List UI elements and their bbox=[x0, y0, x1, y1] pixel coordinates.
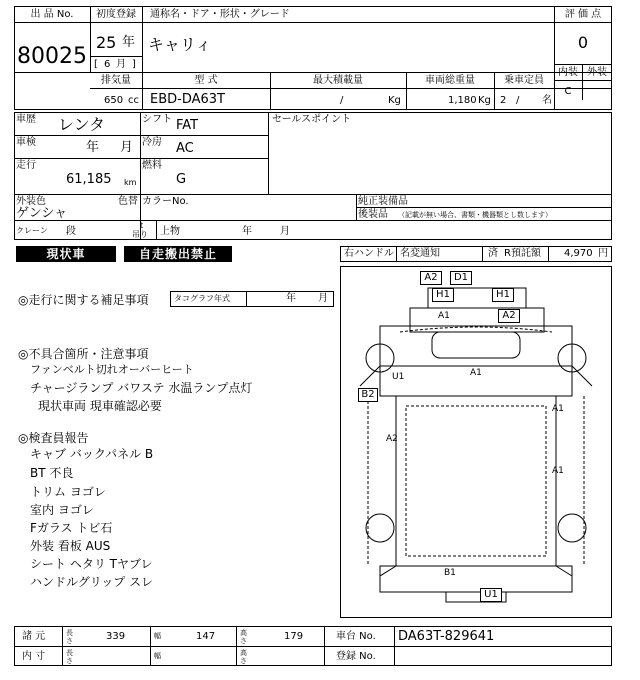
ext-color-label: 外装色 bbox=[16, 196, 46, 207]
shift: FAT bbox=[176, 118, 199, 133]
capacity-unit: 名 bbox=[542, 95, 552, 106]
crane-lift-label: 吊り bbox=[132, 230, 148, 239]
color-code-label: カラーNo. bbox=[142, 196, 189, 207]
dims-label: 諸 元 bbox=[22, 631, 46, 642]
deposit-label: R預託額 bbox=[504, 248, 541, 259]
tacho-year-unit: 年 bbox=[286, 293, 296, 304]
defect-item: チャージランプ バワステ 水温ランプ点灯 bbox=[30, 381, 253, 395]
year-unit: 年 bbox=[122, 35, 136, 50]
history: レンタ bbox=[58, 115, 105, 134]
interior-score: C bbox=[564, 86, 572, 97]
month-unit: 月 bbox=[116, 59, 126, 70]
damage-mark-a2-front-right: A2 bbox=[498, 309, 520, 323]
name-change-sep: 済 bbox=[488, 248, 498, 259]
inspector-item: シート ヘタリ Tヤブレ bbox=[30, 557, 153, 571]
capacity-sep: / bbox=[516, 95, 520, 106]
steering: 右ハンドル bbox=[344, 248, 394, 259]
gross-weight-value: 1,180 bbox=[448, 95, 477, 106]
tacho-label: タコグラフ年式 bbox=[174, 294, 230, 303]
inspection-label: 車検 bbox=[16, 137, 36, 148]
model-code: EBD-DA63T bbox=[150, 92, 225, 107]
length-label: 長さ bbox=[66, 629, 73, 645]
max-load-unit: Kg bbox=[388, 95, 401, 106]
inner-width-label: 幅 bbox=[154, 652, 161, 660]
crane-label: クレーン bbox=[16, 226, 48, 235]
damage-mark-d1-top: D1 bbox=[450, 271, 472, 285]
ac: AC bbox=[176, 141, 194, 156]
reg-label: 登録 No. bbox=[336, 651, 376, 662]
damage-mark-a2-bed: A2 bbox=[386, 434, 398, 444]
deposit-unit: 円 bbox=[598, 248, 608, 259]
inspector-header: ◎検査員報告 bbox=[18, 431, 89, 445]
inner-label: 内 寸 bbox=[22, 651, 46, 662]
displacement-value: 650 bbox=[104, 95, 124, 106]
no-self-drive-badge: 自走搬出禁止 bbox=[124, 246, 232, 262]
max-load-label: 最大積載量 bbox=[313, 75, 363, 86]
inner-length-label: 長さ bbox=[66, 649, 73, 665]
inspection-month-unit: 月 bbox=[120, 140, 134, 155]
score: 0 bbox=[577, 33, 589, 52]
damage-mark-b1-rear: B1 bbox=[444, 568, 456, 578]
crane-step-unit: 段 bbox=[66, 226, 76, 237]
inspector-item: BT 不良 bbox=[30, 466, 74, 480]
lot-no: 80025 bbox=[17, 44, 87, 69]
bracket-close: ] bbox=[132, 59, 136, 70]
length-value: 339 bbox=[106, 631, 126, 642]
inspector-item: ハンドルグリップ スレ bbox=[30, 575, 154, 589]
defect-item: 現状車両 現車確認必要 bbox=[38, 399, 162, 413]
damage-mark-a1-right-lower: A1 bbox=[552, 466, 564, 476]
ac-label: 冷房 bbox=[142, 137, 162, 148]
aftermarket-label: 後装品 bbox=[358, 209, 388, 220]
damage-mark-u1-left: U1 bbox=[392, 372, 405, 382]
height-value: 179 bbox=[284, 631, 304, 642]
inspector-item: Fガラス トビ石 bbox=[30, 521, 113, 535]
inspector-item: トリム ヨゴレ bbox=[30, 485, 106, 499]
mileage: 61,185 bbox=[66, 172, 112, 187]
damage-mark-u1-rear: U1 bbox=[480, 588, 502, 602]
damage-mark-a2-top: A2 bbox=[420, 271, 442, 285]
current-state-badge: 現状車 bbox=[16, 246, 116, 262]
driving-header: ◎走行に関する補足事項 bbox=[18, 293, 149, 307]
mileage-label: 走行 bbox=[16, 160, 36, 171]
shift-label: シフト bbox=[142, 114, 172, 125]
vehicle-diagram bbox=[340, 266, 612, 618]
max-load-sep: / bbox=[340, 95, 344, 106]
displacement-label: 排気量 bbox=[101, 75, 131, 86]
exterior-label: 外装 bbox=[587, 67, 607, 78]
capacity-label: 乗車定員 bbox=[504, 75, 544, 86]
name-change-label: 名変通知 bbox=[400, 248, 440, 259]
sales-points-label: セールスポイント bbox=[272, 114, 352, 125]
name-label: 通称名・ドア・形状・グレード bbox=[150, 9, 290, 20]
damage-mark-a1-right-upper: A1 bbox=[552, 404, 564, 414]
ext-color: ゲンシャ bbox=[16, 206, 68, 221]
model-label: 型 式 bbox=[194, 75, 218, 86]
history-label: 車歴 bbox=[16, 114, 36, 125]
capacity-value: 2 bbox=[500, 95, 507, 106]
displacement-unit: cc bbox=[128, 95, 139, 106]
defects-header: ◎不具合箇所・注意事項 bbox=[18, 347, 149, 361]
first-reg-year: 25 bbox=[96, 33, 117, 52]
first-reg-month: 6 bbox=[104, 59, 111, 70]
inspector-item: 外装 看板 AUS bbox=[30, 539, 111, 553]
gross-weight-label: 車両総重量 bbox=[425, 75, 475, 86]
deposit: 4,970 bbox=[564, 248, 593, 259]
damage-mark-b2-left: B2 bbox=[358, 388, 378, 402]
bracket-open: [ bbox=[94, 59, 98, 70]
damage-mark-h1-left: H1 bbox=[432, 288, 454, 302]
inspector-item: キャブ バックパネル B bbox=[30, 447, 154, 461]
deck-month-unit: 月 bbox=[280, 226, 290, 237]
interior-label: 内装 bbox=[558, 67, 578, 78]
fuel: G bbox=[176, 172, 187, 187]
height-label: 高さ bbox=[240, 629, 247, 645]
first-reg-label: 初度登録 bbox=[96, 9, 136, 20]
color-change-label: 色替 bbox=[118, 196, 138, 207]
crane-tons-unit: t bbox=[140, 221, 144, 230]
width-value: 147 bbox=[196, 631, 216, 642]
damage-mark-h1-right: H1 bbox=[492, 288, 514, 302]
chassis-label: 車台 No. bbox=[336, 631, 376, 642]
lot-no-label: 出 品 No. bbox=[30, 9, 74, 20]
chassis-no: DA63T-829641 bbox=[398, 629, 495, 644]
genuine-label: 純正装備品 bbox=[358, 196, 408, 207]
damage-mark-a1-front-left: A1 bbox=[438, 311, 450, 321]
inner-height-label: 高さ bbox=[240, 649, 247, 665]
gross-weight-unit: Kg bbox=[478, 95, 491, 106]
deck-year-unit: 年 bbox=[242, 226, 252, 237]
defect-item: ファンベルト切れオーバーヒート bbox=[30, 363, 194, 376]
score-label: 評 価 点 bbox=[564, 9, 602, 20]
mileage-unit: km bbox=[124, 178, 137, 187]
car-name: キャリィ bbox=[148, 35, 212, 54]
damage-mark-a1-cab: A1 bbox=[470, 368, 482, 378]
inspection-year-unit: 年 bbox=[86, 140, 100, 155]
width-label: 幅 bbox=[154, 632, 161, 640]
fuel-label: 燃料 bbox=[142, 160, 162, 171]
deck-label: 上物 bbox=[160, 226, 180, 237]
aftermarket-note: （記載が無い場合、書類・機器類とし数します） bbox=[398, 211, 552, 219]
inspector-item: 室内 ヨゴレ bbox=[30, 503, 94, 517]
tacho-month-unit: 月 bbox=[318, 293, 328, 304]
